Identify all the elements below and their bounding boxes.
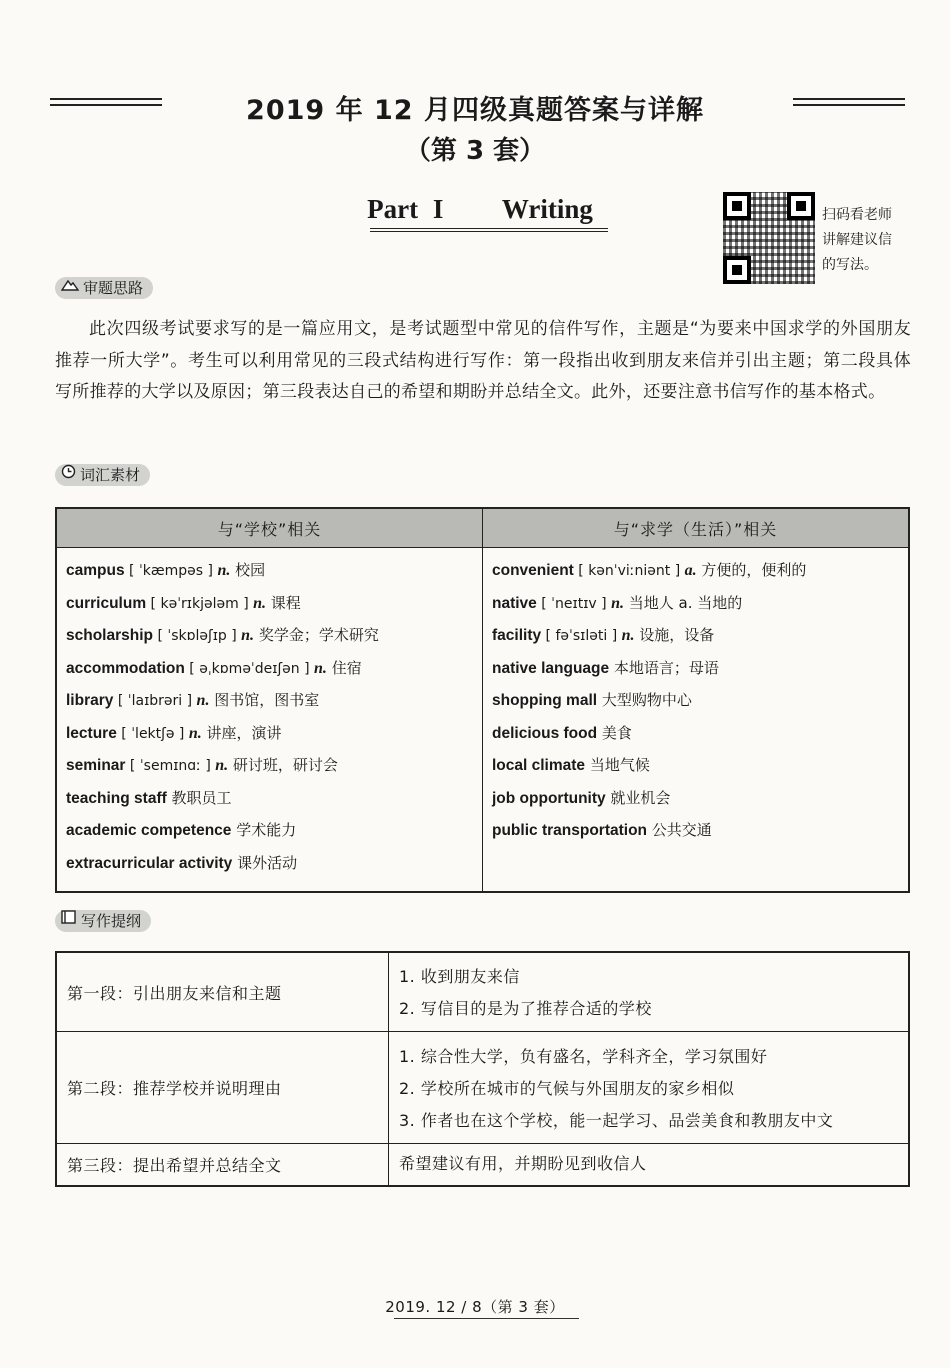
- part-title-underline: [370, 228, 608, 232]
- vocab-meaning: 方便的，便利的: [696, 561, 807, 579]
- vocab-word: facility: [492, 627, 542, 644]
- set-subtitle: （第 3 套）: [404, 136, 546, 166]
- vocab-word: native: [492, 594, 537, 612]
- outline-points: [389, 952, 910, 1032]
- vocab-meaning: 课外活动: [232, 853, 298, 872]
- outline-table: [55, 951, 910, 1187]
- section-tag-outline: [55, 910, 151, 932]
- outline-label: 第二段：推荐学校并说明理由: [56, 1032, 389, 1144]
- outline-point: 2. 写信目的是为了推荐合适的学校: [399, 999, 652, 1018]
- vocab-meaning: 研讨班，研讨会: [228, 756, 338, 774]
- vocab-word: teaching staff: [66, 789, 167, 807]
- analysis-paragraph: 此次四级考试要求写的是一篇应用文，是考试题型中常见的信件写作，主题是“为要来中国求学的外国朋友推荐一所大学”。考生可以利用常见的三段式结构进行写作：第一段指出收到朋友来信并引出主题；第二段具体写所推荐的大学以及原因；第三段表达自己的希望和期盼并总结全文。此外，还要注意书信写作的基本格式。: [55, 319, 911, 402]
- qr-finder-top-left: [723, 192, 751, 220]
- section-tag-vocab: [55, 464, 150, 486]
- qr-finder-bottom-left: [723, 256, 751, 284]
- vocab-item: [492, 587, 908, 620]
- vocab-item: [492, 717, 908, 750]
- outline-label: 第一段：引出朋友来信和主题: [56, 952, 389, 1032]
- qr-code[interactable]: [723, 192, 815, 284]
- outline-point: 希望建议有用，并期盼见到收信人: [399, 1154, 647, 1174]
- vocab-table: [55, 507, 910, 893]
- vocab-word: job opportunity: [492, 789, 606, 807]
- vocab-meaning: 当地气候: [585, 756, 650, 774]
- vocab-item: [66, 814, 482, 847]
- outline-point: 3. 作者也在这个学校，能一起学习、品尝美食和教朋友中文: [399, 1110, 834, 1130]
- vocab-pos: n.: [611, 594, 624, 612]
- outline-point: 1. 收到朋友来信: [399, 967, 520, 986]
- vocab-word: delicious food: [492, 724, 598, 742]
- vocab-ipa: [ ˈskɒləʃɪp ]: [153, 628, 242, 644]
- vocab-meaning: 美食: [597, 723, 632, 742]
- section-tag-label: 词汇素材: [80, 466, 141, 484]
- vocab-pos: a.: [684, 562, 697, 579]
- vocab-pos: n.: [621, 627, 635, 644]
- vocab-col-header-study-life: 与“求学（生活）”相关: [483, 508, 910, 548]
- vocab-meaning: 公共交通: [647, 821, 712, 839]
- vocab-meaning: 课程: [266, 593, 301, 612]
- vocab-word: shopping mall: [492, 692, 598, 709]
- vocab-word: accommodation: [66, 659, 185, 677]
- vocab-item: [66, 684, 482, 717]
- vocab-ipa: [ əˌkɒməˈdeɪʃən ]: [184, 660, 315, 677]
- qr-caption-line: 讲解建议信: [822, 232, 892, 248]
- vocab-item: [492, 652, 908, 685]
- qr-finder-top-right: [787, 192, 815, 220]
- vocab-item: [492, 619, 908, 652]
- qr-caption: [822, 203, 918, 278]
- vocab-ipa: [ kənˈviːniənt ]: [573, 563, 685, 579]
- vocab-ipa: [ ˈkæmpəs ]: [124, 563, 218, 579]
- vocab-item: [492, 749, 908, 782]
- vocab-ipa: [ fəˈsɪləti ]: [541, 628, 622, 644]
- outline-points: [389, 1032, 910, 1144]
- vocab-meaning: 本地语言；母语: [609, 658, 719, 677]
- page-title: 2019 年 12 月四级真题答案与详解: [246, 95, 704, 126]
- vocab-word: academic competence: [66, 822, 232, 839]
- vocab-meaning: 住宿: [326, 658, 362, 677]
- page-footer: 2019. 12 / 8（第 3 套）: [385, 1298, 565, 1316]
- section-tag-label: 写作提纲: [81, 912, 142, 930]
- vocab-word: seminar: [66, 757, 126, 774]
- vocab-word: scholarship: [66, 627, 153, 644]
- vocab-item: [66, 619, 482, 652]
- vocab-item: [66, 717, 482, 750]
- vocab-item: [66, 782, 482, 815]
- vocab-ipa: [ ˈneɪtɪv ]: [536, 595, 612, 612]
- vocab-ipa: [ kəˈrɪkjələm ]: [146, 595, 254, 612]
- vocab-pos: n.: [253, 594, 267, 612]
- vocab-meaning: 教职员工: [166, 788, 232, 807]
- qr-caption-line: 扫码看老师: [822, 207, 892, 223]
- vocab-ipa: [ ˈlaɪbrəri ]: [113, 693, 197, 709]
- vocab-item: [492, 554, 908, 587]
- outline-row: [56, 952, 909, 1032]
- vocab-pos: n.: [241, 627, 255, 644]
- vocab-item: [66, 749, 482, 782]
- vocab-pos: n.: [188, 724, 202, 742]
- vocab-meaning: 图书馆，图书室: [209, 691, 320, 709]
- vocab-word: library: [66, 692, 114, 709]
- vocab-ipa: [ ˈlektʃə ]: [116, 725, 189, 742]
- vocab-pos: n.: [215, 757, 229, 774]
- vocab-word: campus: [66, 562, 125, 579]
- vocab-word: lecture: [66, 724, 117, 742]
- vocab-item: [492, 814, 908, 847]
- clock-icon: [61, 464, 76, 487]
- vocab-meaning: 大型购物中心: [597, 691, 692, 709]
- mountain-icon: [61, 277, 79, 299]
- vocab-word: native language: [492, 659, 610, 677]
- vocab-col-study-life: [483, 548, 910, 893]
- vocab-meaning: 校园: [230, 561, 266, 579]
- footer-underline: [394, 1318, 579, 1319]
- vocab-col-header-school: 与“学校”相关: [56, 508, 483, 548]
- vocab-word: public transportation: [492, 822, 647, 839]
- outline-points: [389, 1144, 910, 1186]
- vocab-meaning: 设施，设备: [634, 626, 715, 644]
- book-icon: [61, 910, 77, 932]
- vocab-meaning: 学术能力: [231, 821, 297, 839]
- vocab-col-school: [56, 548, 483, 893]
- vocab-word: curriculum: [66, 594, 147, 612]
- section-tag-label: 审题思路: [83, 279, 144, 297]
- vocab-pos: n.: [217, 562, 231, 579]
- vocab-meaning: 讲座，演讲: [201, 723, 282, 742]
- vocab-item: [66, 847, 482, 880]
- part-title: Part I Writing: [367, 194, 593, 224]
- outline-row: [56, 1032, 909, 1144]
- outline-label: 第三段：提出希望并总结全文: [56, 1144, 389, 1186]
- vocab-item: [66, 652, 482, 685]
- vocab-ipa: [ ˈsemɪnɑː ]: [125, 758, 216, 774]
- vocab-word: extracurricular activity: [66, 854, 233, 872]
- vocab-item: [492, 684, 908, 717]
- outline-point: 2. 学校所在城市的气候与外国朋友的家乡相似: [399, 1078, 735, 1098]
- vocab-item: [66, 587, 482, 620]
- vocab-item: [492, 782, 908, 815]
- vocab-item: [66, 554, 482, 587]
- vocab-pos: n.: [314, 659, 327, 677]
- vocab-word: convenient: [492, 562, 574, 579]
- outline-point: 1. 综合性大学，负有盛名，学科齐全，学习氛围好: [399, 1046, 768, 1066]
- vocab-meaning: 当地人 a. 当地的: [623, 593, 743, 612]
- outline-row: [56, 1144, 909, 1186]
- vocab-pos: n.: [196, 692, 210, 709]
- vocab-word: local climate: [492, 757, 586, 774]
- vocab-meaning: 奖学金；学术研究: [254, 626, 379, 644]
- section-tag-analysis: [55, 277, 153, 299]
- qr-caption-line: 的写法。: [822, 257, 878, 273]
- vocab-meaning: 就业机会: [605, 788, 671, 807]
